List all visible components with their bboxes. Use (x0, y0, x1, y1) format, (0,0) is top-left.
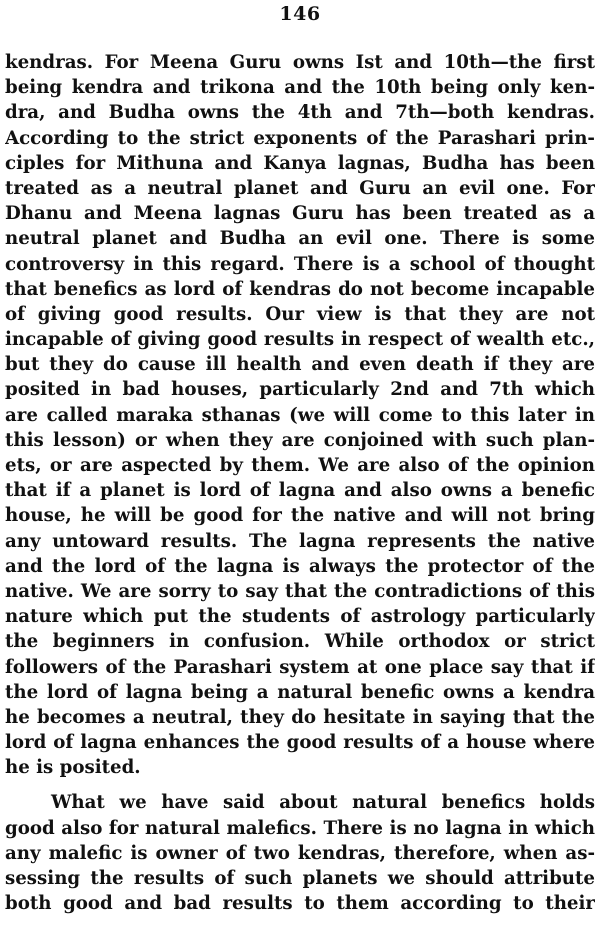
text-line: he becomes a neutral, they do hesitate in saying that the (5, 706, 595, 728)
text-line: and the lord of the lagna is always the protector of the (5, 555, 595, 577)
text-line: any untoward results. The lagna represents the native (5, 530, 595, 552)
body-text (5, 50, 595, 916)
text-line: are called maraka sthanas (we will come to this later in (5, 404, 595, 426)
text-line: controversy in this regard. There is a school of thought (5, 253, 595, 275)
paragraph-gap (5, 780, 595, 790)
text-line: that benefics as lord of kendras do not become incapable (5, 278, 595, 300)
text-line: native. We are sorry to say that the contradictions of this (5, 580, 595, 602)
text-line: any malefic is owner of two kendras, therefore, when as- (5, 842, 595, 864)
paragraph-2 (5, 790, 595, 916)
page-number: 146 (279, 3, 321, 25)
text-line: but they do cause ill health and even death if they are (5, 354, 595, 376)
text-line: the beginners in confusion. While orthodox or strict (5, 631, 595, 653)
text-line: ets, or are aspected by them. We are also of the opinion (5, 455, 595, 476)
paragraph-1 (5, 50, 595, 780)
text-line: Dhanu and Meena lagnas Guru has been treated as a (5, 203, 595, 225)
text-line: of giving good results. Our view is that they are not (5, 303, 595, 325)
text-line: ciples for Mithuna and Kanya lagnas, Budha has been (5, 152, 595, 174)
text-line: What we have said about natural benefics holds (51, 792, 595, 814)
text-line: posited in bad houses, particularly 2nd and 7th which (5, 379, 595, 401)
text-line: both good and bad results to them according to their (5, 893, 595, 915)
text-line: lord of lagna enhances the good results of a house where (5, 732, 595, 754)
text-line: dra, and Budha owns the 4th and 7th—both kendras. (5, 102, 595, 124)
text-line: incapable of giving good results in respect of wealth etc., (5, 329, 595, 351)
text-line: house, he will be good for the native and will not bring (5, 505, 595, 527)
text-line: According to the strict exponents of the Parashari prin- (5, 127, 595, 149)
text-line: followers of the Parashari system at one place say that if (5, 656, 595, 678)
text-line: the lord of lagna being a natural benefic owns a kendra (5, 681, 595, 703)
text-line: being kendra and trikona and the 10th being only ken- (5, 77, 595, 99)
text-line: sessing the results of such planets we should attribute (5, 868, 595, 889)
text-line: kendras. For Meena Guru owns Ist and 10th—the first (5, 52, 595, 73)
text-line: nature which put the students of astrology particularly (5, 606, 595, 628)
text-line: he is posited. (5, 757, 141, 779)
text-line: good also for natural malefics. There is no lagna in which (5, 817, 595, 839)
text-line: that if a planet is lord of lagna and also owns a benefic (5, 480, 595, 502)
text-line: this lesson) or when they are conjoined with such plan- (5, 429, 595, 451)
text-line: neutral planet and Budha an evil one. There is some (5, 228, 595, 250)
text-line: treated as a neutral planet and Guru an evil one. For (5, 177, 595, 199)
